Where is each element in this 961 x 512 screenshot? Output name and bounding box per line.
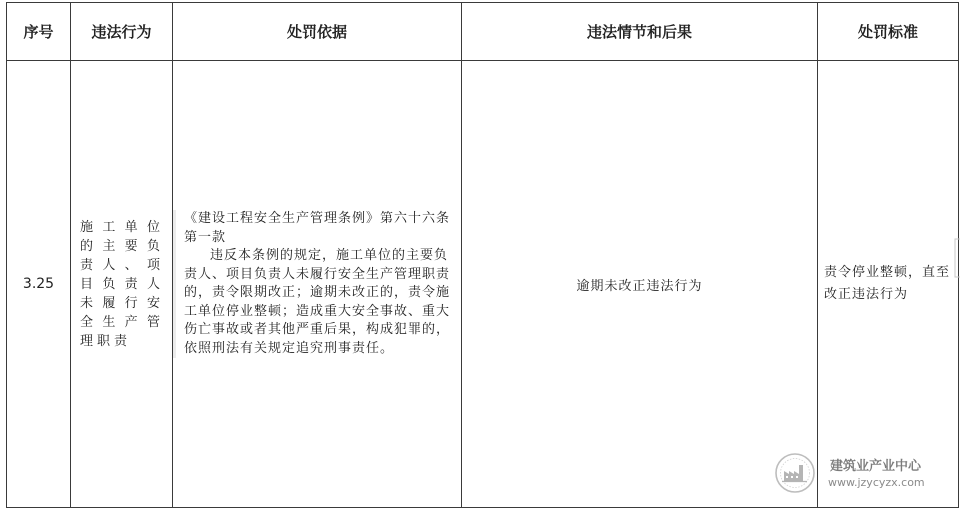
header-basis: 处罚依据: [173, 3, 462, 61]
edge-bracket-icon: [953, 238, 961, 278]
basis-text: 违反本条例的规定，施工单位的主要负责人、项目负责人未履行安全生产管理职责的，责令限期改正；逾期未改正的，责令施工单位停业整顿；造成重大安全事故、重大伤亡事故或者其他严重后果，构成犯罪的，依照刑法有关规定追究刑事责任。: [184, 248, 451, 356]
cell-number: 3.25: [7, 61, 71, 508]
header-number: 序号: [7, 3, 71, 61]
watermark-title: 建筑业产业中心: [830, 459, 922, 474]
watermark-url: www.jzycyzx.com: [828, 476, 925, 489]
factory-seal-icon: [774, 452, 816, 494]
table-header-row: [7, 3, 959, 61]
penalty-table: [6, 2, 959, 508]
cell-penalty: 责令停业整顿，直至改正违法行为: [818, 61, 959, 508]
table-row: [7, 61, 959, 508]
cell-circumstances: 逾期未改正违法行为: [462, 61, 818, 508]
basis-content: [173, 210, 453, 358]
header-violation: 违法行为: [71, 3, 173, 61]
header-circumstances: 违法情节和后果: [462, 3, 818, 61]
header-penalty: 处罚标准: [818, 3, 959, 61]
watermark: [774, 452, 926, 496]
cell-basis: [173, 61, 462, 508]
basis-title: 《建设工程安全生产管理条例》第六十六条第一款: [184, 211, 451, 245]
cell-violation: 施工单位的主要负责人、项目负责人未履行安全生产管理职责: [71, 61, 173, 508]
